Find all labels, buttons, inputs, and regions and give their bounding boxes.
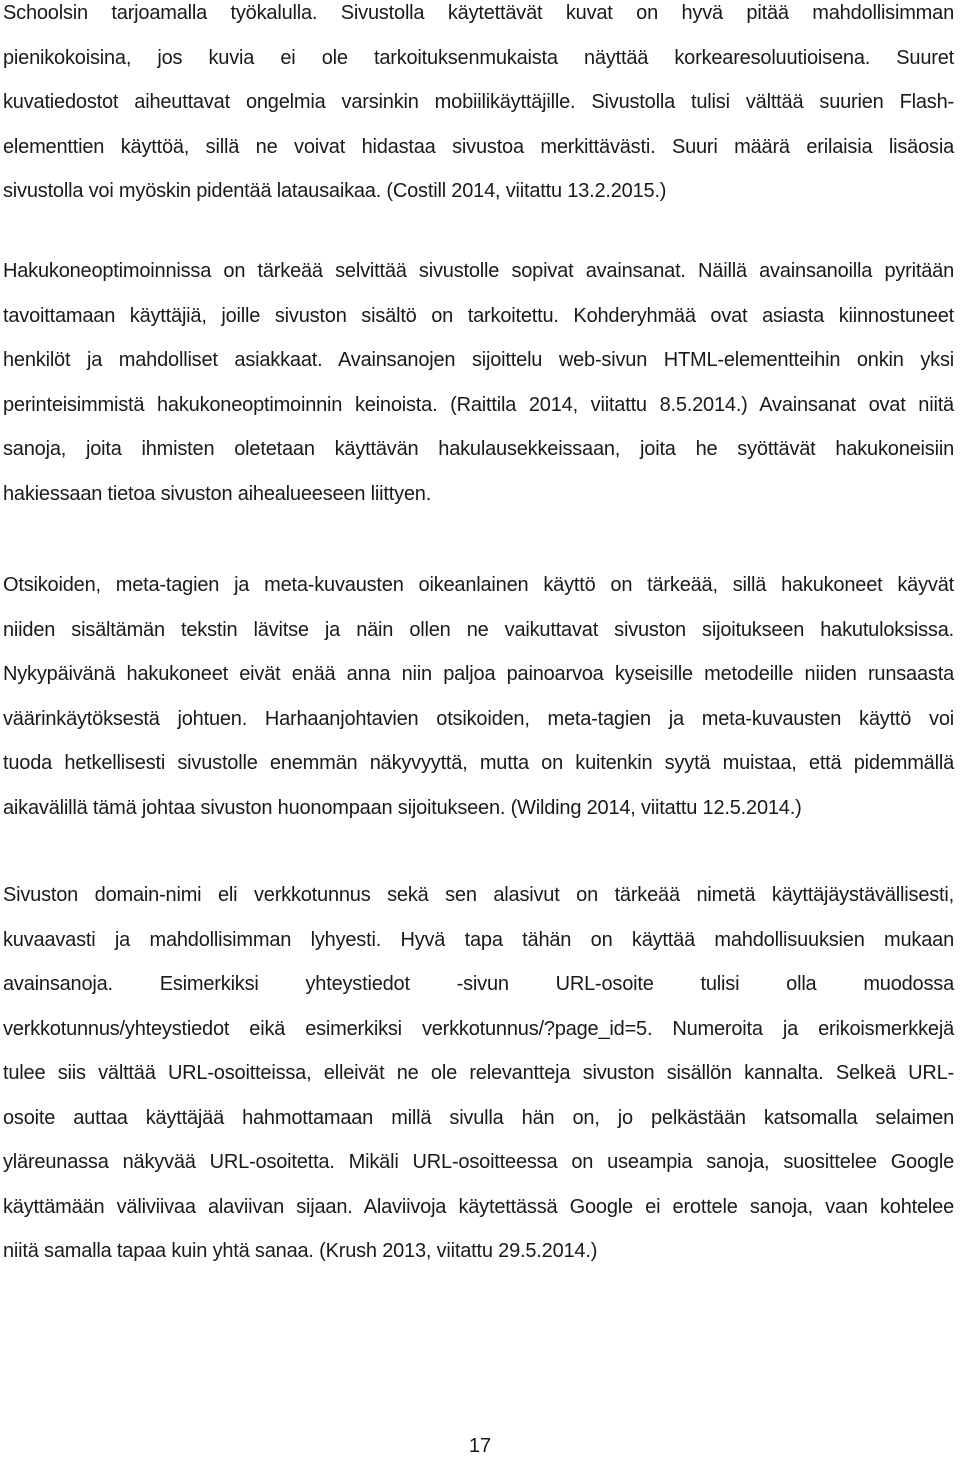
text-line: osoite auttaa käyttäjää hahmottamaan millä sivulla hän on, jo pelkästään katsomalla selaimen (3, 1106, 954, 1129)
text-line: väärinkäytöksestä johtuen. Harhaanjohtavien otsikoiden, meta-tagien ja meta-kuvausten käyttö voi (3, 707, 954, 730)
text-line: verkkotunnus/yhteystiedot eikä esimerkiksi verkkotunnus/?page_id=5. Numeroita ja erikoismerkkejä (3, 1017, 954, 1040)
text-line: elementtien käyttöä, sillä ne voivat hidastaa sivustoa merkittävästi. Suuri määrä erilaisia lisäosia (3, 135, 954, 158)
text-line: kuvaavasti ja mahdollisimman lyhyesti. Hyvä tapa tähän on käyttää mahdollisuuksien mukaan (3, 928, 954, 951)
text-line: perinteisimmistä hakukoneoptimoinnin keinoista. (Raittila 2014, viitattu 8.5.2014.) Avainsanat ovat niitä (3, 393, 954, 416)
page-number: 17 (468, 1435, 492, 1457)
text-line: kuvatiedostot aiheuttavat ongelmia varsinkin mobiilikäyttäjille. Sivustolla tulisi välttää suurien Flash- (3, 91, 954, 113)
text-line: Nykypäivänä hakukoneet eivät enää anna niin paljoa painoarvoa kyseisille metodeille niiden runsaasta (3, 663, 954, 685)
text-line: pienikokoisina, jos kuvia ei ole tarkoituksenmukaista näyttää korkearesoluutioisena. Suuret (3, 46, 954, 69)
text-line: avainsanoja. Esimerkiksi yhteystiedot -sivun URL-osoite tulisi olla muodossa (3, 973, 954, 995)
paragraph-images-and-plugins (3, 0, 954, 214)
text-line: Otsikoiden, meta-tagien ja meta-kuvausten oikeanlainen käyttö on tärkeää, sillä hakukoneet käyvät (3, 574, 954, 596)
text-line: sivustolla voi myöskin pidentää latausaikaa. (Costill 2014, viitattu 13.2.2015.) (3, 180, 667, 202)
paragraph-titles-and-meta-tags (3, 563, 954, 830)
paragraph-domain-and-urls (3, 873, 954, 1274)
text-line: hakiessaan tietoa sivuston aihealueeseen liittyen. (3, 482, 432, 505)
text-line: sanoja, joita ihmisten oletetaan käyttävän hakulausekkeissaan, joita he syöttävät hakukoneisiin (3, 438, 954, 460)
text-line: tuoda hetkellisesti sivustolle enemmän näkyvyyttä, mutta on kuitenkin syytä muistaa, että pidemmällä (3, 752, 954, 774)
text-line: tulee siis välttää URL-osoitteissa, elleivät ne ole relevantteja sivuston sisällön kannalta. Selkeä URL- (3, 1062, 954, 1084)
text-line: Hakukoneoptimoinnissa on tärkeää selvittää sivustolle sopivat avainsanat. Näillä avainsanoilla pyritään (3, 260, 954, 282)
paragraph-keywords (3, 249, 954, 516)
text-line: yläreunassa näkyvää URL-osoitetta. Mikäli URL-osoitteessa on useampia sanoja, suosittelee Google (3, 1151, 954, 1173)
text-line: tavoittamaan käyttäjiä, joille sivuston sisältö on tarkoitettu. Kohderyhmää ovat asiasta kiinnostuneet (3, 304, 954, 327)
text-line: Schoolsin tarjoamalla työkalulla. Sivustolla käytettävät kuvat on hyvä pitää mahdollisimman (3, 2, 954, 24)
text-line: niitä samalla tapaa kuin yhtä sanaa. (Krush 2013, viitattu 29.5.2014.) (3, 1240, 598, 1262)
text-line: Sivuston domain-nimi eli verkkotunnus sekä sen alasivut on tärkeää nimetä käyttäjäystävällisesti, (3, 884, 954, 906)
text-line: aikavälillä tämä johtaa sivuston huonompaan sijoitukseen. (Wilding 2014, viitattu 12.5.2014.) (3, 796, 802, 819)
text-line: henkilöt ja mahdolliset asiakkaat. Avainsanojen sijoittelu web-sivun HTML-elementteihin onkin yksi (3, 349, 954, 371)
text-line: käyttämään väliviivaa alaviivan sijaan. Alaviivoja käytettässä Google ei erottele sanoja, vaan kohtelee (3, 1195, 954, 1218)
text-line: niiden sisältämän tekstin lävitse ja näin ollen ne vaikuttavat sivuston sijoitukseen hakutuloksissa. (3, 618, 954, 641)
